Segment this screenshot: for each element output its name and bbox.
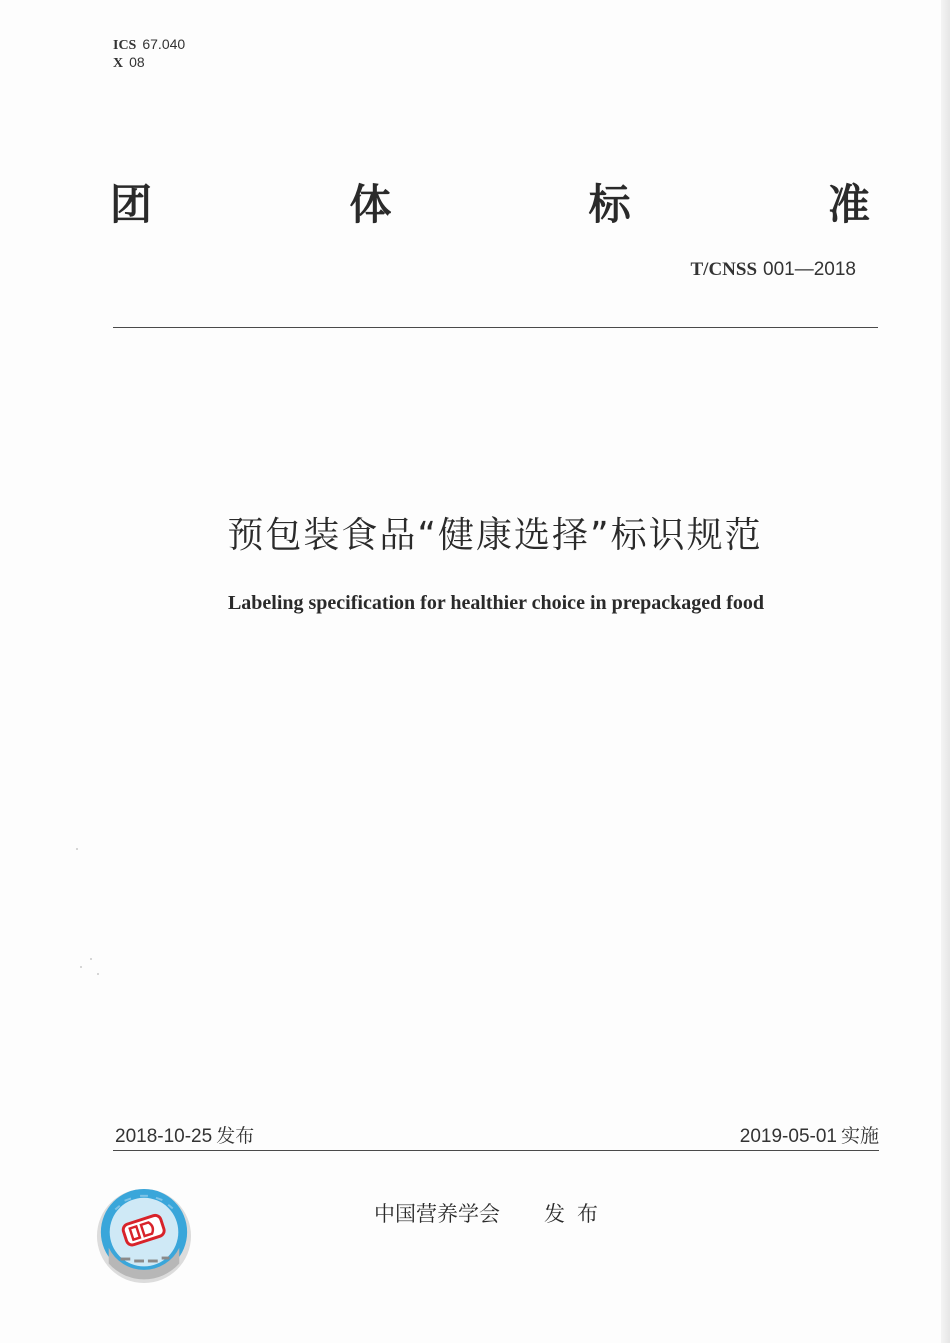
classification-codes [113, 36, 185, 72]
footer-divider [113, 1150, 879, 1151]
ics-code: ICS 67.040 [113, 36, 186, 53]
scan-speck [76, 848, 78, 850]
document-title-english: Labeling specification for healthier choice in prepackaged food [227, 592, 765, 614]
standard-number-value: 001—2018 [763, 259, 856, 280]
scan-edge [941, 0, 950, 1343]
standard-number-prefix: T/CNSS [690, 259, 758, 280]
ccs-code: X 08 [113, 54, 145, 71]
scan-speck [90, 958, 92, 960]
standard-type-char: 体 [349, 180, 392, 229]
issue-date: 2018-10-25 发布 [115, 1125, 255, 1147]
publisher-name: 中国营养学会 [374, 1202, 500, 1226]
standard-type-char: 标 [588, 180, 631, 229]
standard-type-char: 准 [827, 180, 870, 229]
standard-type-char: 团 [110, 180, 153, 229]
publisher-action: 发布 [544, 1202, 610, 1226]
anti-counterfeit-seal-icon [95, 1187, 193, 1285]
date-row [115, 1121, 879, 1148]
standard-number [691, 259, 857, 281]
effective-date: 2019-05-01 实施 [739, 1125, 879, 1147]
scan-speck [97, 973, 99, 975]
document-title-chinese: 预包装食品“健康选择”标识规范 [227, 515, 763, 556]
standard-type-heading [110, 172, 870, 232]
header-divider [113, 327, 878, 328]
scan-speck [80, 966, 82, 968]
publisher-line [374, 1198, 610, 1228]
